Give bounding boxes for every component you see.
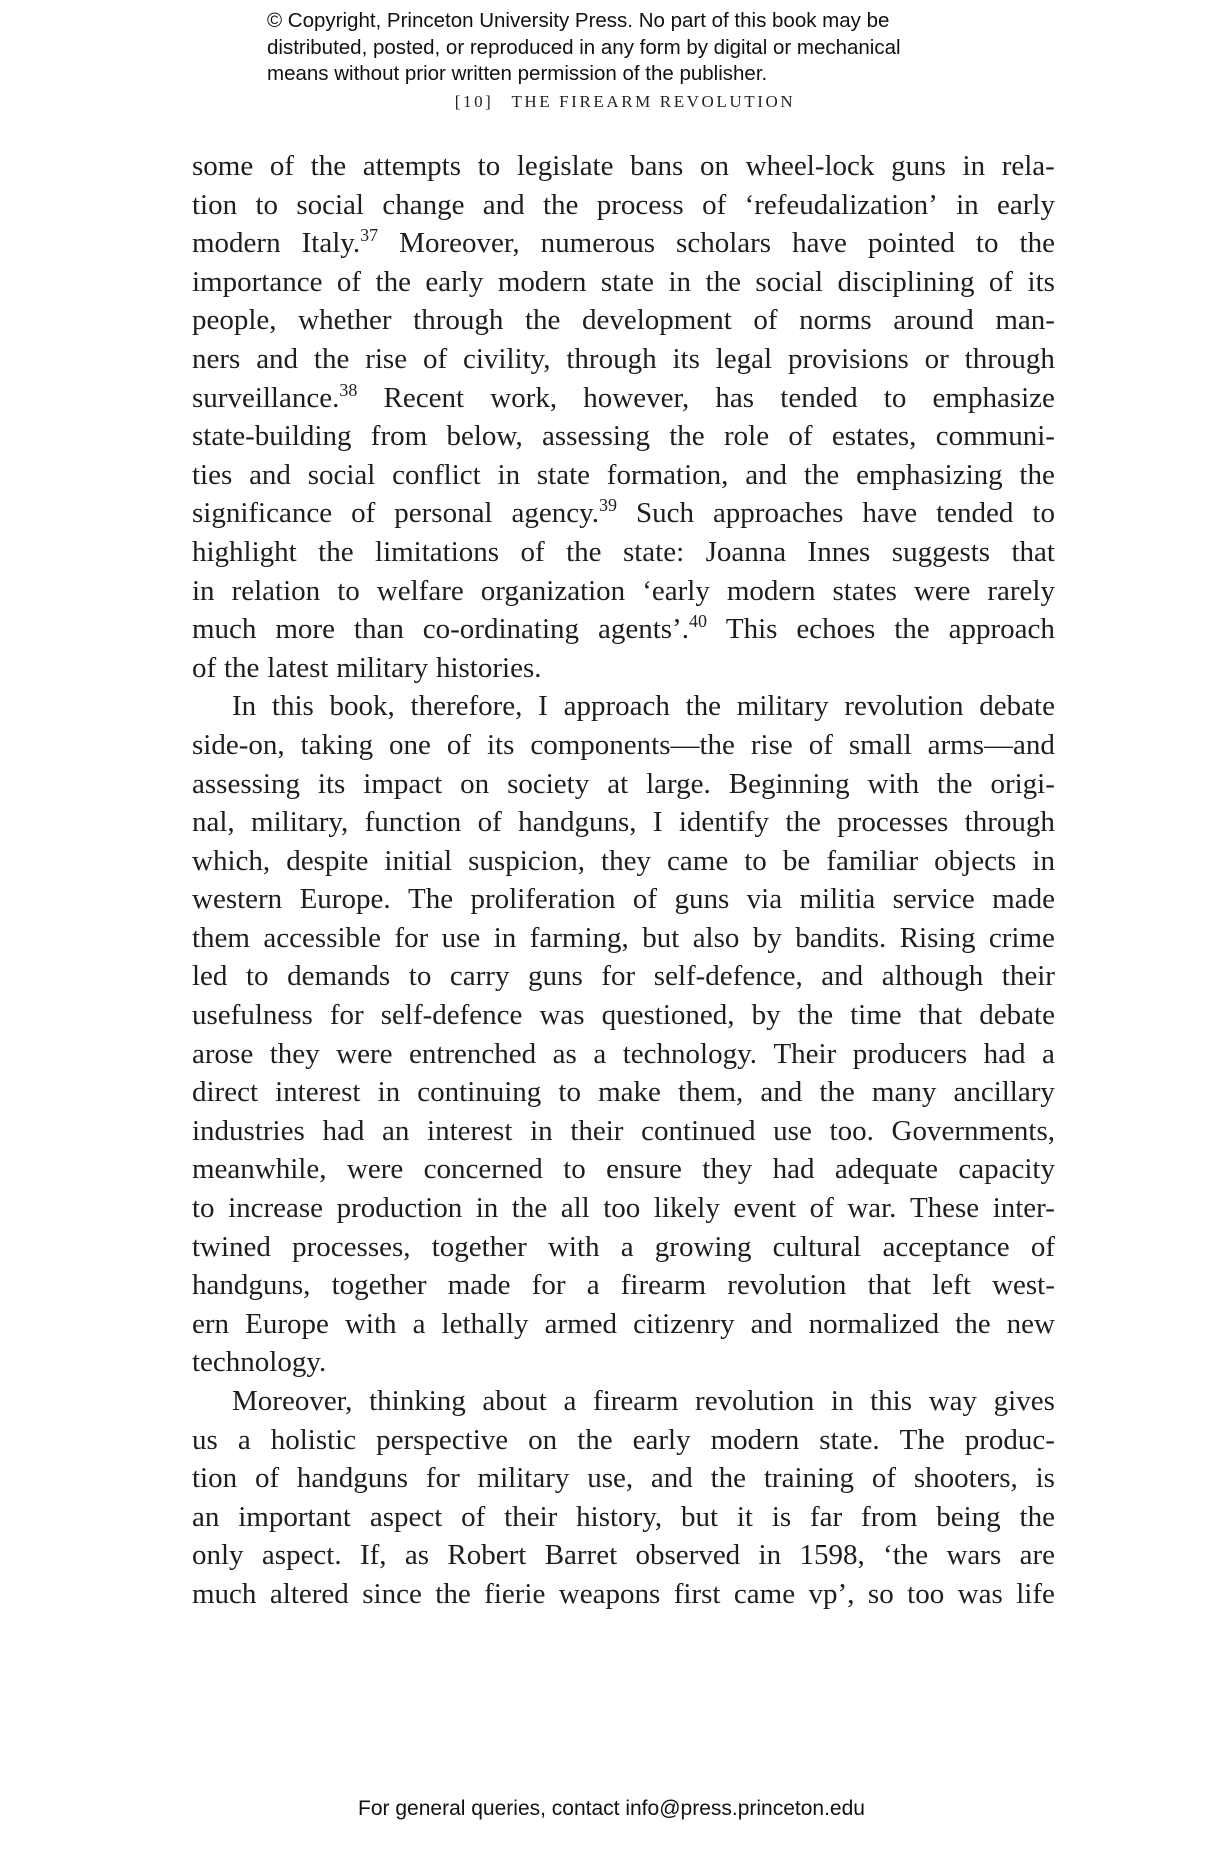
- text-line: much more than co-ordinating agents’.$^{40}$ This echoes the approach: [192, 611, 1055, 646]
- text-line: arose they were entrenched as a technology. Their producers had a: [192, 1037, 1055, 1070]
- text-line: western Europe. The proliferation of guns via militia service made: [192, 883, 1055, 916]
- text-line: assessing its impact on society at large. Beginning with the origi-: [192, 767, 1055, 800]
- running-head: [0, 92, 1225, 112]
- paragraph: [192, 147, 1055, 687]
- text-line: modern Italy.$^{37}$ Moreover, numerous scholars have pointed to the: [192, 225, 1055, 260]
- footnote-marker: 40: [688, 611, 707, 632]
- copyright-notice: [267, 8, 967, 88]
- paragraph: [192, 687, 1055, 1382]
- text-line: which, despite initial suspicion, they came to be familiar objects in: [192, 844, 1055, 877]
- copyright-line: means without prior written permission of the publisher.: [267, 62, 768, 85]
- text-line: surveillance.$^{38}$ Recent work, however, has tended to emphasize: [192, 379, 1055, 414]
- copyright-line: distributed, posted, or reproduced in any form by digital or mechanical: [267, 35, 901, 59]
- footer: [0, 1797, 1225, 1821]
- text-line: usefulness for self-defence was questioned, by the time that debate: [192, 999, 1055, 1032]
- running-head-title: THE FIREARM REVOLUTION: [511, 92, 796, 111]
- text-line: us a holistic perspective on the early modern state. The produc-: [192, 1423, 1055, 1456]
- page-number: [10]: [454, 92, 494, 111]
- text-line: importance of the early modern state in the social disciplining of its: [192, 265, 1055, 298]
- text-line: people, whether through the development of norms around man-: [192, 304, 1055, 337]
- text-line: twined processes, together with a growing cultural acceptance of: [192, 1230, 1055, 1263]
- text-line: some of the attempts to legislate bans on wheel-lock guns in rela-: [192, 150, 1055, 182]
- text-line: tion to social change and the process of ‘refeudalization’ in early: [192, 188, 1055, 221]
- text-line: industries had an interest in their continued use too. Governments,: [192, 1114, 1055, 1147]
- text-line: much altered since the fierie weapons first came vp’, so too was life: [192, 1577, 1055, 1610]
- text-line: direct interest in continuing to make them, and the many ancillary: [192, 1076, 1055, 1109]
- footnote-marker: 38: [339, 379, 358, 400]
- text-line: ties and social conflict in state formation, and the emphasizing the: [192, 458, 1055, 491]
- text-line: only aspect. If, as Robert Barret observed in 1598, ‘the wars are: [192, 1539, 1055, 1572]
- text-line: handguns, together made for a firearm revolution that left west-: [192, 1269, 1055, 1302]
- text-line: ners and the rise of civility, through its legal provisions or through: [192, 342, 1055, 375]
- text-line: them accessible for use in farming, but also by bandits. Rising crime: [192, 921, 1055, 954]
- text-line: side-on, taking one of its components—the rise of small arms—and: [192, 728, 1055, 761]
- text-line: meanwhile, were concerned to ensure they had adequate capacity: [192, 1153, 1055, 1186]
- text-line: nal, military, function of handguns, I identify the processes through: [192, 806, 1055, 839]
- text-line: highlight the limitations of the state: Joanna Innes suggests that: [192, 535, 1055, 568]
- footnote-marker: 39: [598, 495, 617, 516]
- text-line: Moreover, thinking about a firearm revolution in this way gives: [232, 1385, 1055, 1417]
- text-line: to increase production in the all too likely event of war. These inter-: [192, 1192, 1055, 1225]
- text-line: of the latest military histories.: [192, 651, 542, 684]
- copyright-line: © Copyright, Princeton University Press. No part of this book may be: [267, 9, 890, 32]
- body-text: [192, 147, 1055, 1614]
- text-line: led to demands to carry guns for self-defence, and although their: [192, 960, 1055, 993]
- text-line: significance of personal agency.$^{39}$ Such approaches have tended to: [192, 495, 1055, 530]
- text-line: technology.: [192, 1346, 327, 1379]
- footer-contact: For general queries, contact info@press.princeton.edu: [358, 1797, 865, 1820]
- footnote-marker: 37: [360, 225, 379, 246]
- text-line: in relation to welfare organization ‘early modern states were rarely: [192, 574, 1055, 607]
- text-line: tion of handguns for military use, and the training of shooters, is: [192, 1462, 1055, 1495]
- text-line: In this book, therefore, I approach the military revolution debate: [232, 690, 1055, 723]
- paragraph: [192, 1382, 1055, 1614]
- text-line: state-building from below, assessing the role of estates, communi-: [192, 420, 1055, 453]
- text-line: ern Europe with a lethally armed citizenry and normalized the new: [192, 1307, 1055, 1340]
- text-line: an important aspect of their history, but it is far from being the: [192, 1500, 1055, 1533]
